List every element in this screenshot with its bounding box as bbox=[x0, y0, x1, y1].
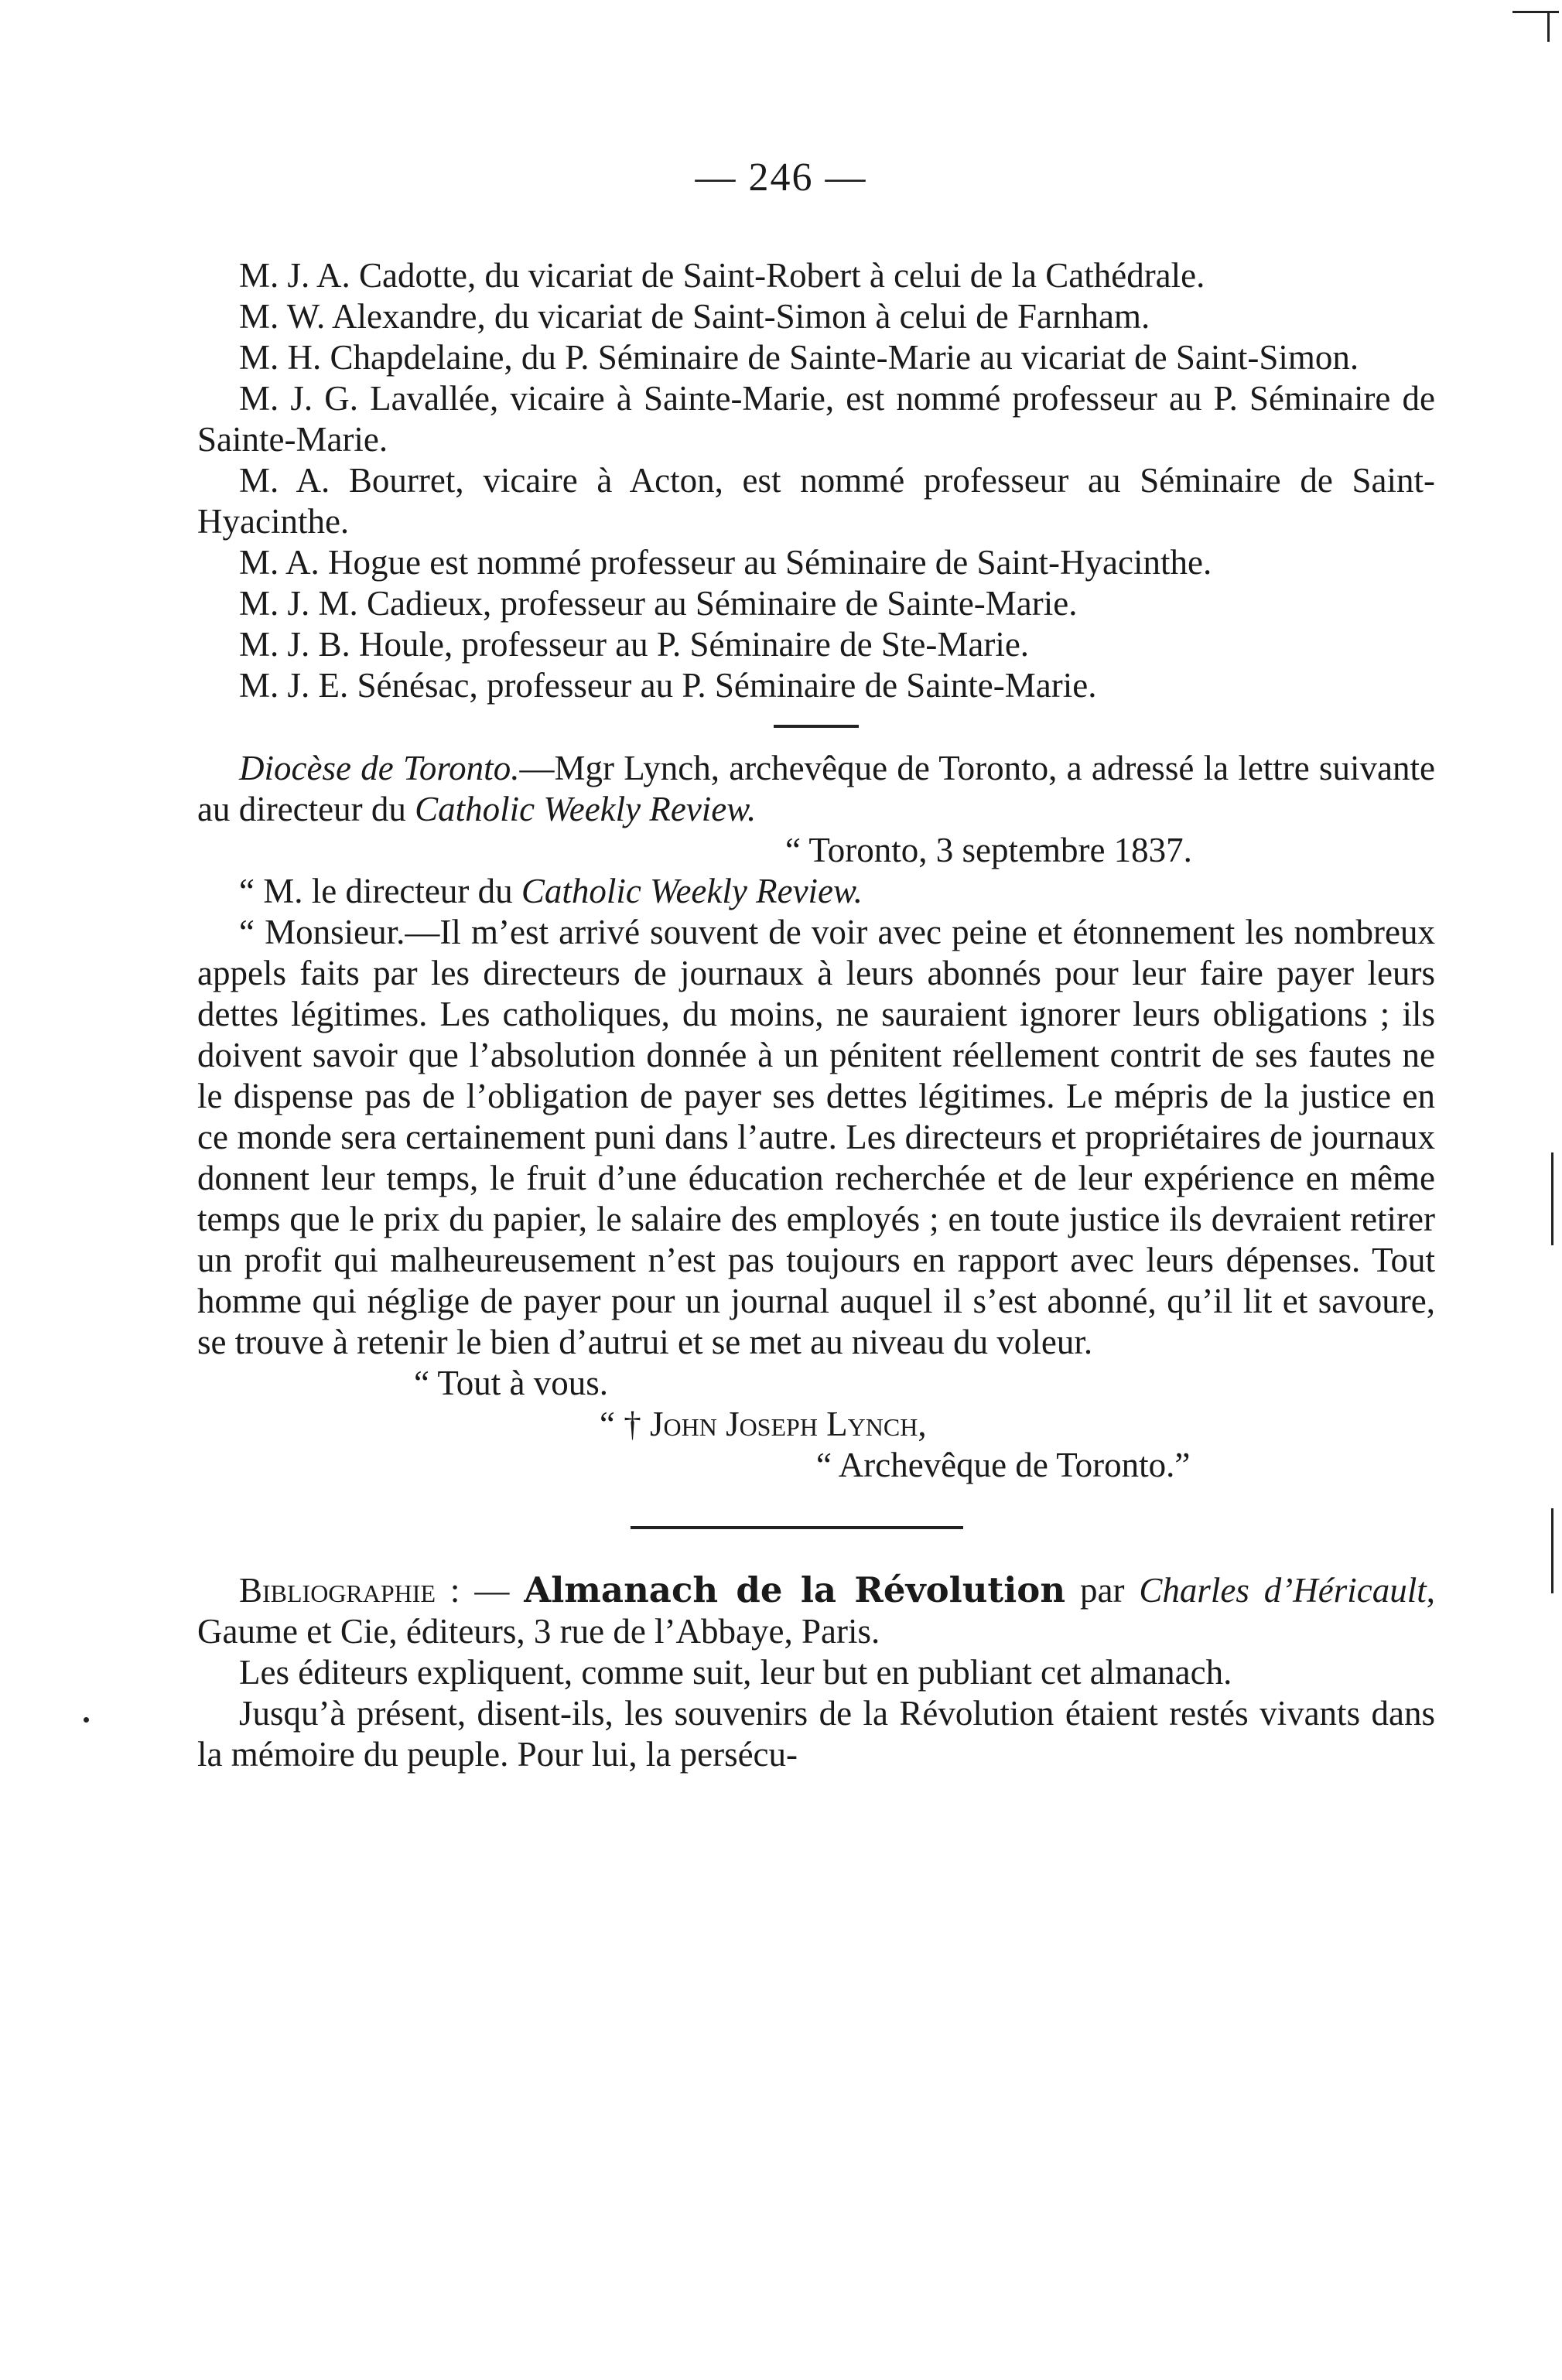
toronto-section bbox=[197, 748, 1435, 1486]
bibliography-label: Bibliographie : bbox=[239, 1571, 460, 1610]
appointment-item: M. A. Bourret, vicaire à Acton, est nommé professeur au Séminaire de Saint-Hyacinthe. bbox=[197, 461, 1435, 541]
appointment-item: M. W. Alexandre, du vicariat de Saint-Simon à celui de Farnham. bbox=[239, 297, 1150, 336]
appointment-item: M. A. Hogue est nommé professeur au Séminaire de Saint-Hyacinthe. bbox=[239, 543, 1212, 582]
scan-mark bbox=[1512, 11, 1559, 13]
toronto-intro: Diocèse de Toronto.—Mgr Lynch, archevêque de Toronto, a adressé la lettre suivante au directeur du Catholic Weekly Review. bbox=[197, 749, 1435, 828]
diocese-heading: Diocèse de Toronto. bbox=[239, 749, 520, 787]
scan-mark bbox=[1551, 1508, 1553, 1593]
bibliography-section bbox=[197, 1569, 1435, 1775]
letter-closing: “ Tout à vous. bbox=[414, 1364, 608, 1402]
appointment-item: M. J. B. Houle, professeur au P. Séminaire de Ste-Marie. bbox=[239, 625, 1030, 664]
book-publisher: , Gaume et Cie, éditeurs, 3 rue de l’Abbaye, Paris. bbox=[197, 1571, 1435, 1651]
scan-mark bbox=[1551, 1152, 1553, 1245]
bibliography-heading: Bibliographie : — Almanach de la Révolution par Charles d’Héricault, Gaume et Cie, éditeurs, 3 rue de l’Abbaye, Paris. bbox=[197, 1569, 1435, 1651]
scan-mark bbox=[1547, 11, 1550, 42]
appointment-item: M. J. G. Lavallée, vicaire à Sainte-Marie, est nommé professeur au P. Séminaire de Sainte-Marie. bbox=[197, 379, 1435, 459]
appointments-list bbox=[197, 255, 1435, 706]
bibliography-paragraph: Les éditeurs expliquent, comme suit, leur but en publiant cet almanach. bbox=[239, 1653, 1232, 1692]
appointment-item: M. J. A. Cadotte, du vicariat de Saint-Robert à celui de la Cathédrale. bbox=[239, 256, 1205, 295]
newspaper-title: Catholic Weekly Review. bbox=[415, 790, 757, 828]
letter-signatory-title: “ Archevêque de Toronto.” bbox=[816, 1446, 1191, 1484]
letter-dateline: “ Toronto, 3 septembre 1837. bbox=[785, 831, 1192, 869]
appointment-item: M. J. E. Sénésac, professeur au P. Séminaire de Sainte-Marie. bbox=[239, 666, 1097, 705]
letter-body: “ Monsieur.—Il m’est arrivé souvent de voir avec peine et étonnement les nombreux appels faits par les directeurs de journaux à leurs abonnés pour leur faire payer leurs dettes légitimes. Les catholiques, du moins, ne sauraient ignorer leurs obligations ; ils doivent savoir que l’absolution donnée à un pénitent réellement contrit de ses fautes ne le dispense pas de l’obligation de payer ses dettes légitimes. Le mépris de la justice en ce monde sera certainement puni dans l’autre. Les directeurs et propriétaires de journaux donnent leur temps, le fruit d’une éducation recherchée et de leur expérience en même temps que le prix du papier, le salaire des employés ; en toute justice ils devraient retirer un profit qui malheureusement n’est pas toujours en rapport avec leurs dépenses. Tout homme qui néglige de payer pour un journal auquel il s’est abonné, qu’il lit et savoure, se trouve à retenir le bien d’autrui et se met au niveau du voleur. bbox=[197, 913, 1435, 1361]
letter-salutation: “ M. le directeur du Catholic Weekly Review. bbox=[239, 872, 863, 910]
appointment-item: M. H. Chapdelaine, du P. Séminaire de Sainte-Marie au vicariat de Saint-Simon. bbox=[239, 338, 1359, 377]
page-number: — 246 — bbox=[695, 155, 867, 200]
book-author: Charles d’Héricault bbox=[1139, 1571, 1427, 1610]
section-divider bbox=[631, 1526, 963, 1529]
main-text bbox=[197, 255, 1435, 1775]
book-title: Almanach de la Révolution bbox=[524, 1569, 1066, 1610]
section-divider bbox=[774, 725, 859, 728]
appointment-item: M. J. M. Cadieux, professeur au Séminaire de Sainte-Marie. bbox=[239, 584, 1078, 623]
scan-mark bbox=[84, 1717, 89, 1723]
letter-signature: “ † John Joseph Lynch, bbox=[600, 1405, 927, 1443]
bibliography-paragraph: Jusqu’à présent, disent-ils, les souvenirs de la Révolution étaient restés vivants dans la mémoire du peuple. Pour lui, la persécu- bbox=[197, 1694, 1435, 1774]
